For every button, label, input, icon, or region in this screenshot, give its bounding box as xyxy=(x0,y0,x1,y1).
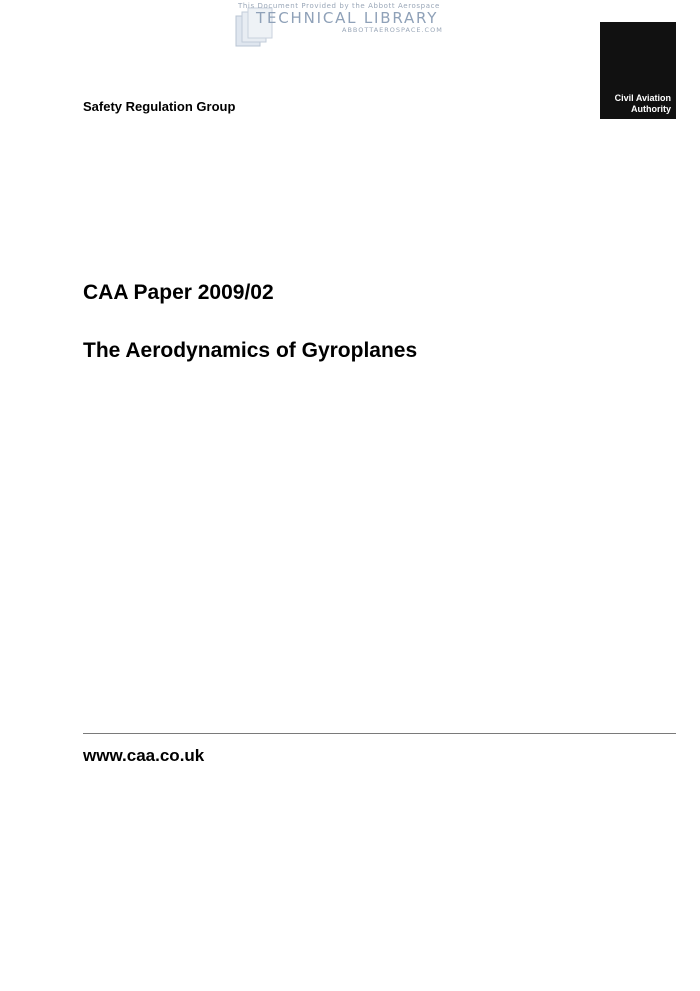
caa-logo-text xyxy=(615,93,671,115)
logo-line-authority: Authority xyxy=(631,104,671,114)
watermark-provider-text: This Document Provided by the Abbott Aerospace xyxy=(238,2,440,10)
website-link[interactable]: www.caa.co.uk xyxy=(83,746,205,765)
abbott-watermark xyxy=(232,0,462,52)
paper-number: CAA Paper 2009/02 xyxy=(83,281,274,304)
footer-divider xyxy=(83,733,676,734)
watermark-website-text: ABBOTTAEROSPACE.COM xyxy=(342,26,443,34)
logo-line-civil-aviation: Civil Aviation xyxy=(614,93,671,103)
watermark-library-text: TECHNICAL LIBRARY xyxy=(256,9,439,27)
caa-logo xyxy=(600,22,676,119)
safety-regulation-group-label: Safety Regulation Group xyxy=(83,99,236,114)
paper-title: The Aerodynamics of Gyroplanes xyxy=(83,339,418,362)
